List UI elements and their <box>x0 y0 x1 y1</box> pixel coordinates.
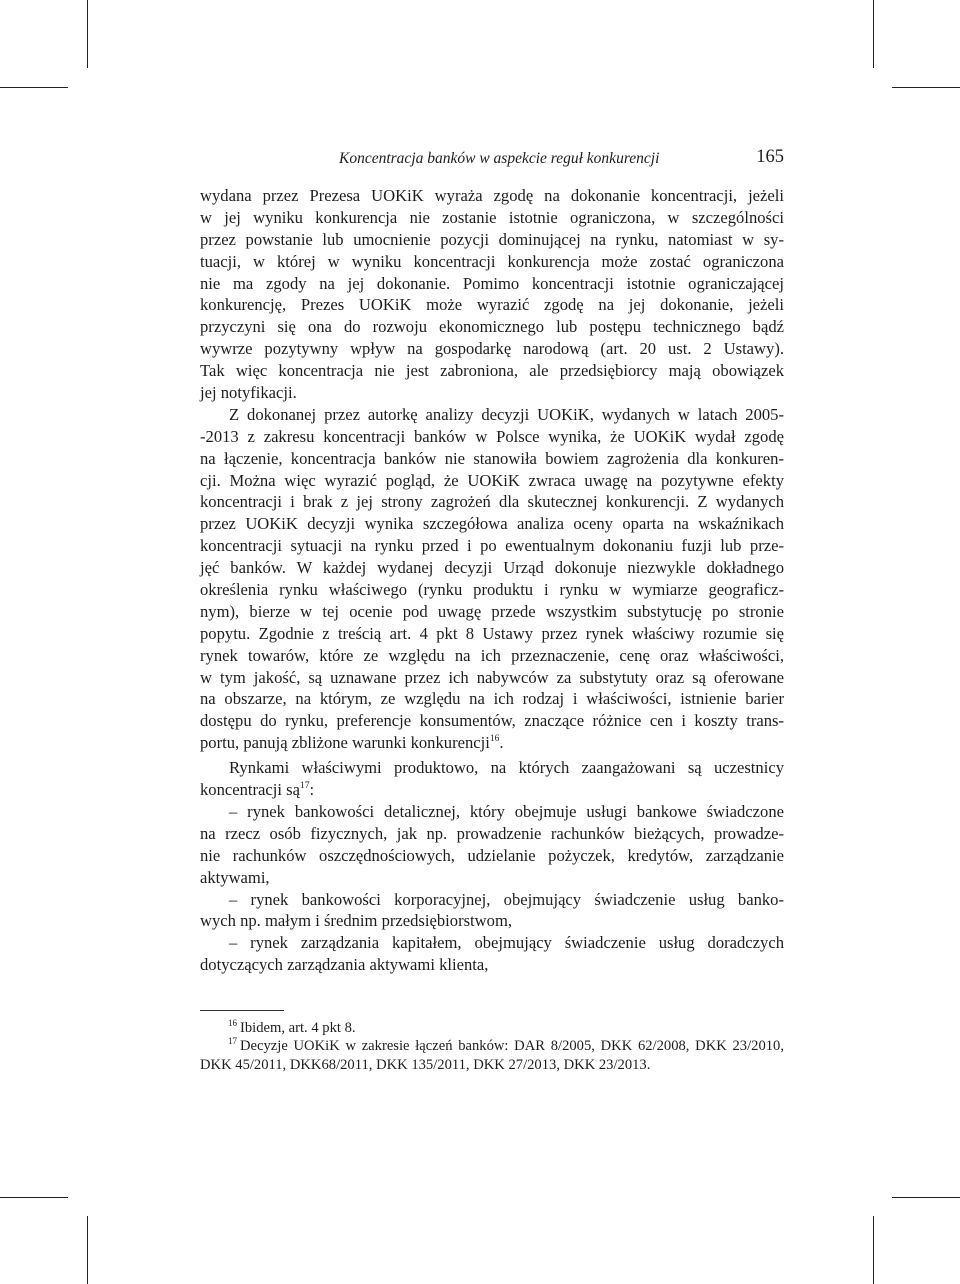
list-item-line: wych np. małym i średnim przedsiębiorstwom, <box>200 911 512 931</box>
text-line: tuacji, w której w wyniku koncentracji konkurencja może zostać ograniczona <box>200 251 784 271</box>
text-line: na obszarze, na którym, ze względu na ich rodzaj i właściwości, istnienie barier <box>200 689 784 709</box>
crop-mark <box>87 1216 88 1284</box>
running-title: Koncentracja banków w aspekcie reguł konkurencji <box>339 150 660 167</box>
text-line: Z dokonanej przez autorkę analizy decyzji UOKiK, wydanych w latach 2005- <box>229 404 784 424</box>
text-line: na łączenie, koncentracja banków nie stanowiła bowiem zagrożenia dla konkuren- <box>200 448 784 468</box>
footnote-ref-17: 17 <box>299 781 310 792</box>
crop-mark <box>0 87 68 88</box>
crop-mark <box>873 0 874 68</box>
footnote-17-continued: DKK 45/2011, DKK68/2011, DKK 135/2011, DKK 27/2013, DKK 23/2013. <box>200 1056 651 1073</box>
text-line: przyczyni się ona do rozwoju ekonomicznego lub postępu technicznego bądź <box>200 317 784 337</box>
text-line <box>200 732 784 754</box>
footnote-ref-16: 16 <box>489 734 500 745</box>
text-line: cji. Można więc wyrazić pogląd, że UOKiK zwraca uwagę na pozytywne efekty <box>200 470 784 490</box>
footnote-number: 16 <box>228 1018 237 1028</box>
text-line: wywrze pozytywny wpływ na gospodarkę narodową (art. 20 ust. 2 Ustawy). <box>200 339 784 359</box>
text-line: koncentracji i brak z jej strony zagrożeń dla skutecznej konkurencji. Z wydanych <box>200 492 784 512</box>
body-text <box>200 185 784 976</box>
text-line: dostępu do rynku, preferencje konsumentów, znaczące różnice cen i koszty trans- <box>200 711 784 731</box>
text-line: konkurencję, Prezes UOKiK może wyrazić zgodę na jej dokonanie, jeżeli <box>200 295 784 315</box>
text-line: popytu. Zgodnie z treścią art. 4 pkt 8 Ustawy przez rynek właściwy rozumie się <box>200 623 784 643</box>
list-item-line: nie rachunków oszczędnościowych, udzielanie pożyczek, kredytów, zarządzanie <box>200 845 784 865</box>
text-line: w jej wyniku konkurencja nie zostanie istotnie ograniczona, w szczególności <box>200 207 784 227</box>
footnote-number: 17 <box>228 1036 237 1047</box>
list-item-line: – rynek zarządzania kapitałem, obejmujący świadczenie usług doradczych <box>229 933 784 953</box>
text-line: Rynkami właściwymi produktowo, na których zaangażowani są uczestnicy <box>229 758 784 778</box>
text-line: w tym jakość, są uznawane przez ich nabywców za substytuty oraz są oferowane <box>200 667 784 687</box>
text-line: określenia rynku właściwego (rynku produktu i rynku w wymiarze geograficz- <box>200 580 784 600</box>
list-item-line: aktywami, <box>200 867 270 887</box>
text-line: przez powstanie lub umocnienie pozycji dominującej na rynku, natomiast w sy- <box>200 229 784 249</box>
text-fragment: . <box>499 733 504 753</box>
crop-mark <box>0 1197 68 1198</box>
text-line: nie ma zgody na jej dokonanie. Pomimo koncentracji istotnie ograniczającej <box>200 273 784 293</box>
crop-mark <box>873 1216 874 1284</box>
list-item-line: na rzecz osób fizycznych, jak np. prowadzenie rachunków bieżących, prowadze- <box>200 823 784 843</box>
text-line: nym), bierze w tej ocenie pod uwagę przede wszystkim substytucję po stronie <box>200 601 784 621</box>
text-line: -2013 z zakresu koncentracji banków w Polsce wynika, że UOKiK wydał zgodę <box>200 426 784 446</box>
footnote-16 <box>200 1019 784 1037</box>
text-line: przez UOKiK decyzji wynika szczegółowa analiza oceny oparta na wskaźnikach <box>200 514 784 534</box>
text-line: koncentracji sytuacji na rynku przed i po ewentualnym dokonaniu fuzji lub prze- <box>200 536 784 556</box>
page-number: 165 <box>756 147 784 167</box>
text-line: Tak więc koncentracja nie jest zabroniona, ale przedsiębiorcy mają obowiązek <box>200 361 784 381</box>
text-fragment: portu, panują zbliżone warunki konkurencji <box>200 733 490 753</box>
text-line: rynek towarów, które ze względu na ich przeznaczenie, cenę oraz właściwości, <box>200 645 784 665</box>
footnote-separator <box>200 1010 284 1011</box>
footnotes <box>200 1019 784 1074</box>
text-line <box>200 779 784 801</box>
footnote-text: Ibidem, art. 4 pkt 8. <box>240 1020 356 1036</box>
list-item-line: – rynek bankowości korporacyjnej, obejmujący świadczenie usług banko- <box>229 889 784 909</box>
text-line: jej notyfikacji. <box>200 383 297 403</box>
text-line: jęć banków. W każdej wydanej decyzji Urząd dokonuje niezwykle dokładnego <box>200 558 784 578</box>
footnote-17 <box>200 1037 784 1055</box>
footnote-text: Decyzje UOKiK w zakresie łączeń banków: DAR 8/2005, DKK 62/2008, DKK 23/2010, <box>240 1038 784 1055</box>
text-fragment: koncentracji są <box>200 780 300 800</box>
crop-mark <box>87 0 88 68</box>
list-item-line: dotyczących zarządzania aktywami klienta, <box>200 955 489 975</box>
list-item-line: – rynek bankowości detalicznej, który obejmuje usługi bankowe świadczone <box>229 801 784 821</box>
crop-mark <box>892 87 960 88</box>
text-fragment: : <box>309 780 315 800</box>
text-line: wydana przez Prezesa UOKiK wyraża zgodę na dokonanie koncentracji, jeżeli <box>200 186 784 205</box>
crop-mark <box>892 1197 960 1198</box>
